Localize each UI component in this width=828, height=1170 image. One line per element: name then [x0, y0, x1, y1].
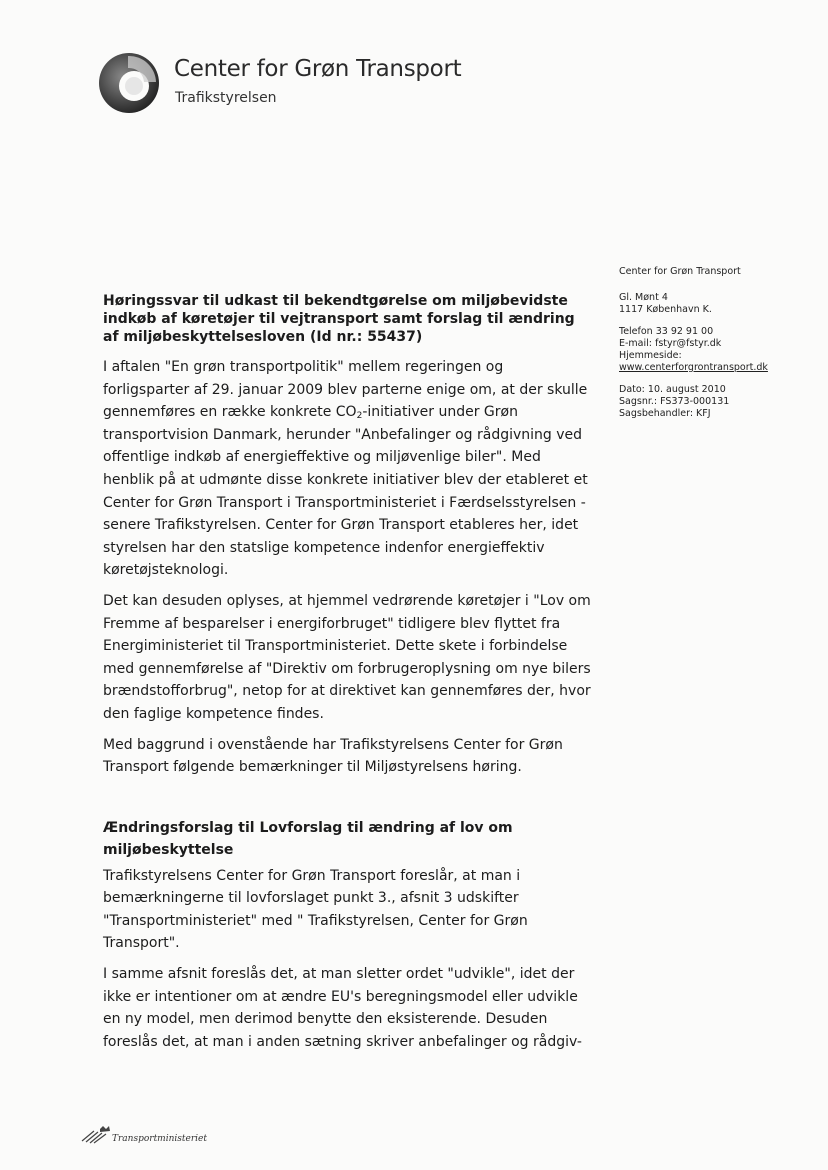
section-heading: Ændringsforslag til Lovforslag til ændring af lov om miljøbeskyttelse [103, 819, 513, 858]
contact-group [619, 326, 819, 374]
case-info-group [619, 384, 819, 420]
contact-sidebar [619, 266, 819, 430]
phone-number: Telefon 33 92 91 00 [619, 326, 714, 337]
paragraph-1-start: I aftalen "En grøn transportpolitik" mellem regeringen og forligsparter af 29. januar 2009 blev parterne enige om, at der skulle gennemføres en række konkrete CO [103, 359, 588, 421]
footer-ministry: Transportministeriet [112, 1134, 207, 1144]
document-heading: Høringssvar til udkast til bekendtgørelse om miljøbevidste indkøb af køretøjer til vejtransport samt forslag til ændring af miljøbeskyttelsesloven (Id nr.: 55437) [103, 293, 575, 345]
website-link[interactable]: www.centerforgrontransport.dk [619, 362, 768, 373]
email-address: E-mail: fstyr@fstyr.dk [619, 338, 722, 349]
ministry-crown-icon [80, 1125, 112, 1145]
co2-subscript: 2 [356, 411, 363, 422]
paragraph-4: Trafikstyrelsens Center for Grøn Transport foreslår, at man i bemærkningerne til lovforslaget punkt 3., afsnit 3 udskifter "Transportministeriet" med " Trafikstyrelsen, Center for Grøn Transport". [103, 867, 528, 952]
paragraph-5: I samme afsnit foreslås det, at man sletter ordet "udvikle", idet der ikke er intentioner om at ændre EU's beregningsmodel eller udvikle en ny model, men derimod benytte den eksisterende. Desuden foreslås det, at man i anden sætning skriver anbefalinger og rådgiv- [103, 966, 582, 1050]
website-label: Hjemmeside: [619, 350, 682, 361]
brand-subtitle: Trafikstyrelsen [175, 90, 277, 106]
address-city: 1117 København K. [619, 304, 712, 315]
paragraph-2: Det kan desuden oplyses, at hjemmel vedrørende køretøjer i "Lov om Fremme af besparelser i energiforbruget" tidligere blev flyttet fra Energiministeriet til Transportministeriet. Dette skete i forbindelse med gennemførelse af "Direktiv om forbrugeroplysning om nye bilers brændstofforbrug", netop for at direktivet kan gennemføres der, hvor den faglige kompetence findes. [103, 592, 591, 722]
address-group [619, 292, 819, 316]
letter-body [103, 292, 593, 1061]
address-street: Gl. Mønt 4 [619, 292, 668, 303]
case-handler: Sagsbehandler: KFJ [619, 408, 711, 419]
sidebar-org: Center for Grøn Transport [619, 266, 741, 277]
document-date: Dato: 10. august 2010 [619, 384, 726, 395]
brand-title: Center for Grøn Transport [174, 56, 462, 82]
center-for-gron-transport-logo-icon [98, 52, 160, 114]
paragraph-1-end: -initiativer under Grøn transportvision Danmark, herunder "Anbefalinger og rådgivning ved offentlige indkøb af energieffektive og miljøvenlige biler". Med henblik på at udmønte disse konkrete initiativer blev der etableret et Center for Grøn Transport i Transportministeriet i Færdselsstyrelsen - senere Trafikstyrelsen. Center for Grøn Transport etableres her, idet styrelsen har den statslige kompetence indenfor energieffektiv køretøjsteknologi. [103, 404, 588, 579]
paragraph-3: Med baggrund i ovenstående har Trafikstyrelsens Center for Grøn Transport følgende bemærkninger til Miljøstyrelsens høring. [103, 736, 563, 776]
paragraph-1 [103, 356, 593, 582]
case-number: Sagsnr.: FS373-000131 [619, 396, 730, 407]
